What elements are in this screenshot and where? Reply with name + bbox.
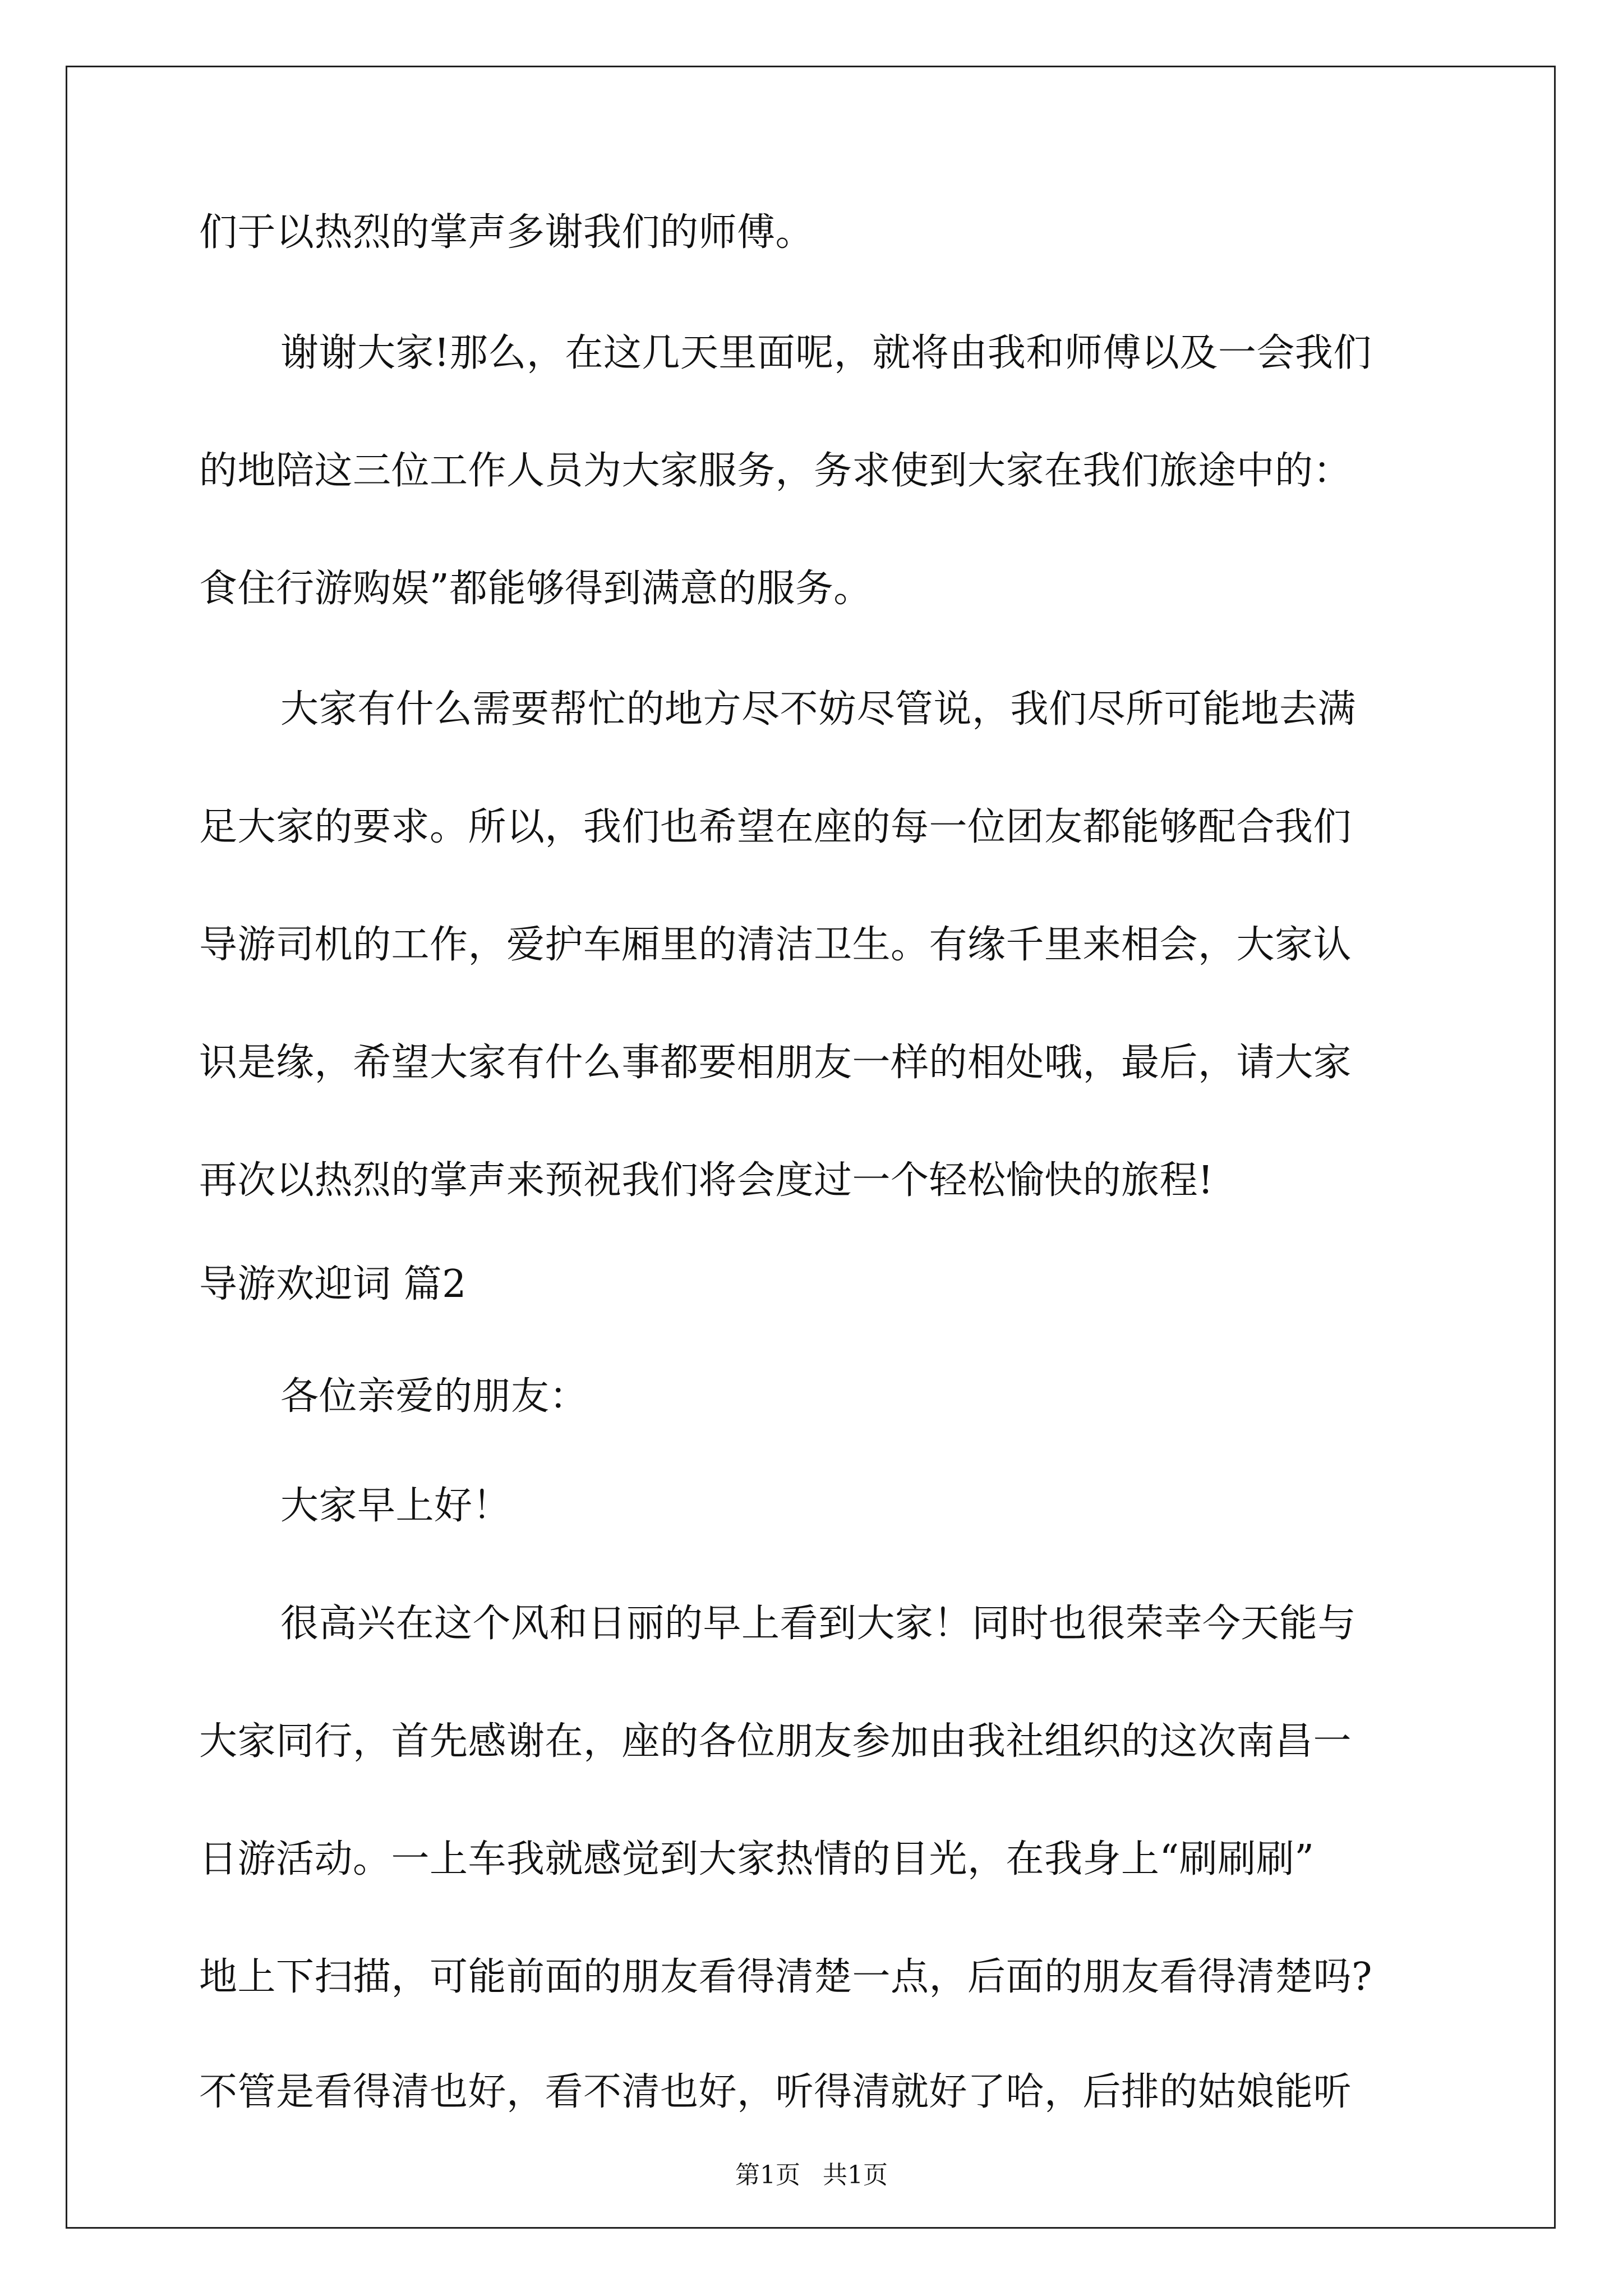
- paragraph-line: 地上下扫描，可能前面的朋友看得清楚一点，后面的朋友看得清楚吗?: [199, 1955, 1372, 1999]
- page-total: 共1页: [823, 2161, 888, 2189]
- paragraph-line: 不管是看得清也好，看不清也好，听得清就好了哈，后排的姑娘能听: [199, 2070, 1352, 2114]
- page-footer: [0, 2159, 1623, 2192]
- salutation-line: 各位亲爱的朋友：: [280, 1374, 588, 1419]
- paragraph-line: 识是缘，希望大家有什么事都要相朋友一样的相处哦，最后，请大家: [199, 1041, 1352, 1085]
- section-heading: 导游欢迎词 篇2: [199, 1262, 467, 1306]
- paragraph-line: 日游活动。一上车我就感觉到大家热情的目光，在我身上“刷刷刷”: [199, 1837, 1315, 1881]
- page-border: [66, 66, 1556, 2229]
- paragraph-line: 足大家的要求。所以，我们也希望在座的每一位团友都能够配合我们: [199, 805, 1352, 849]
- greeting-line: 大家早上好！: [280, 1484, 511, 1528]
- paragraph-line: 们于以热烈的掌声多谢我们的师傅。: [199, 210, 814, 255]
- paragraph-line: 再次以热烈的掌声来预祝我们将会度过一个轻松愉快的旅程!: [199, 1158, 1214, 1203]
- paragraph-line: 食住行游购娱”都能够得到满意的服务。: [199, 567, 872, 611]
- paragraph-line: 谢谢大家!那么，在这几天里面呢，就将由我和师傅以及一会我们: [280, 331, 1372, 375]
- paragraph-line: 很高兴在这个风和日丽的早上看到大家！同时也很荣幸今天能与: [280, 1602, 1357, 1646]
- page-number: 第1页: [735, 2161, 800, 2189]
- paragraph-line: 的地陪这三位工作人员为大家服务，务求使到大家在我们旅途中的：: [199, 449, 1352, 493]
- paragraph-line: 导游司机的工作，爱护车厢里的清洁卫生。有缘千里来相会，大家认: [199, 923, 1352, 967]
- paragraph-line: 大家同行，首先感谢在，座的各位朋友参加由我社组织的这次南昌一: [199, 1719, 1352, 1764]
- paragraph-line: 大家有什么需要帮忙的地方尽不妨尽管说，我们尽所可能地去满: [280, 687, 1357, 731]
